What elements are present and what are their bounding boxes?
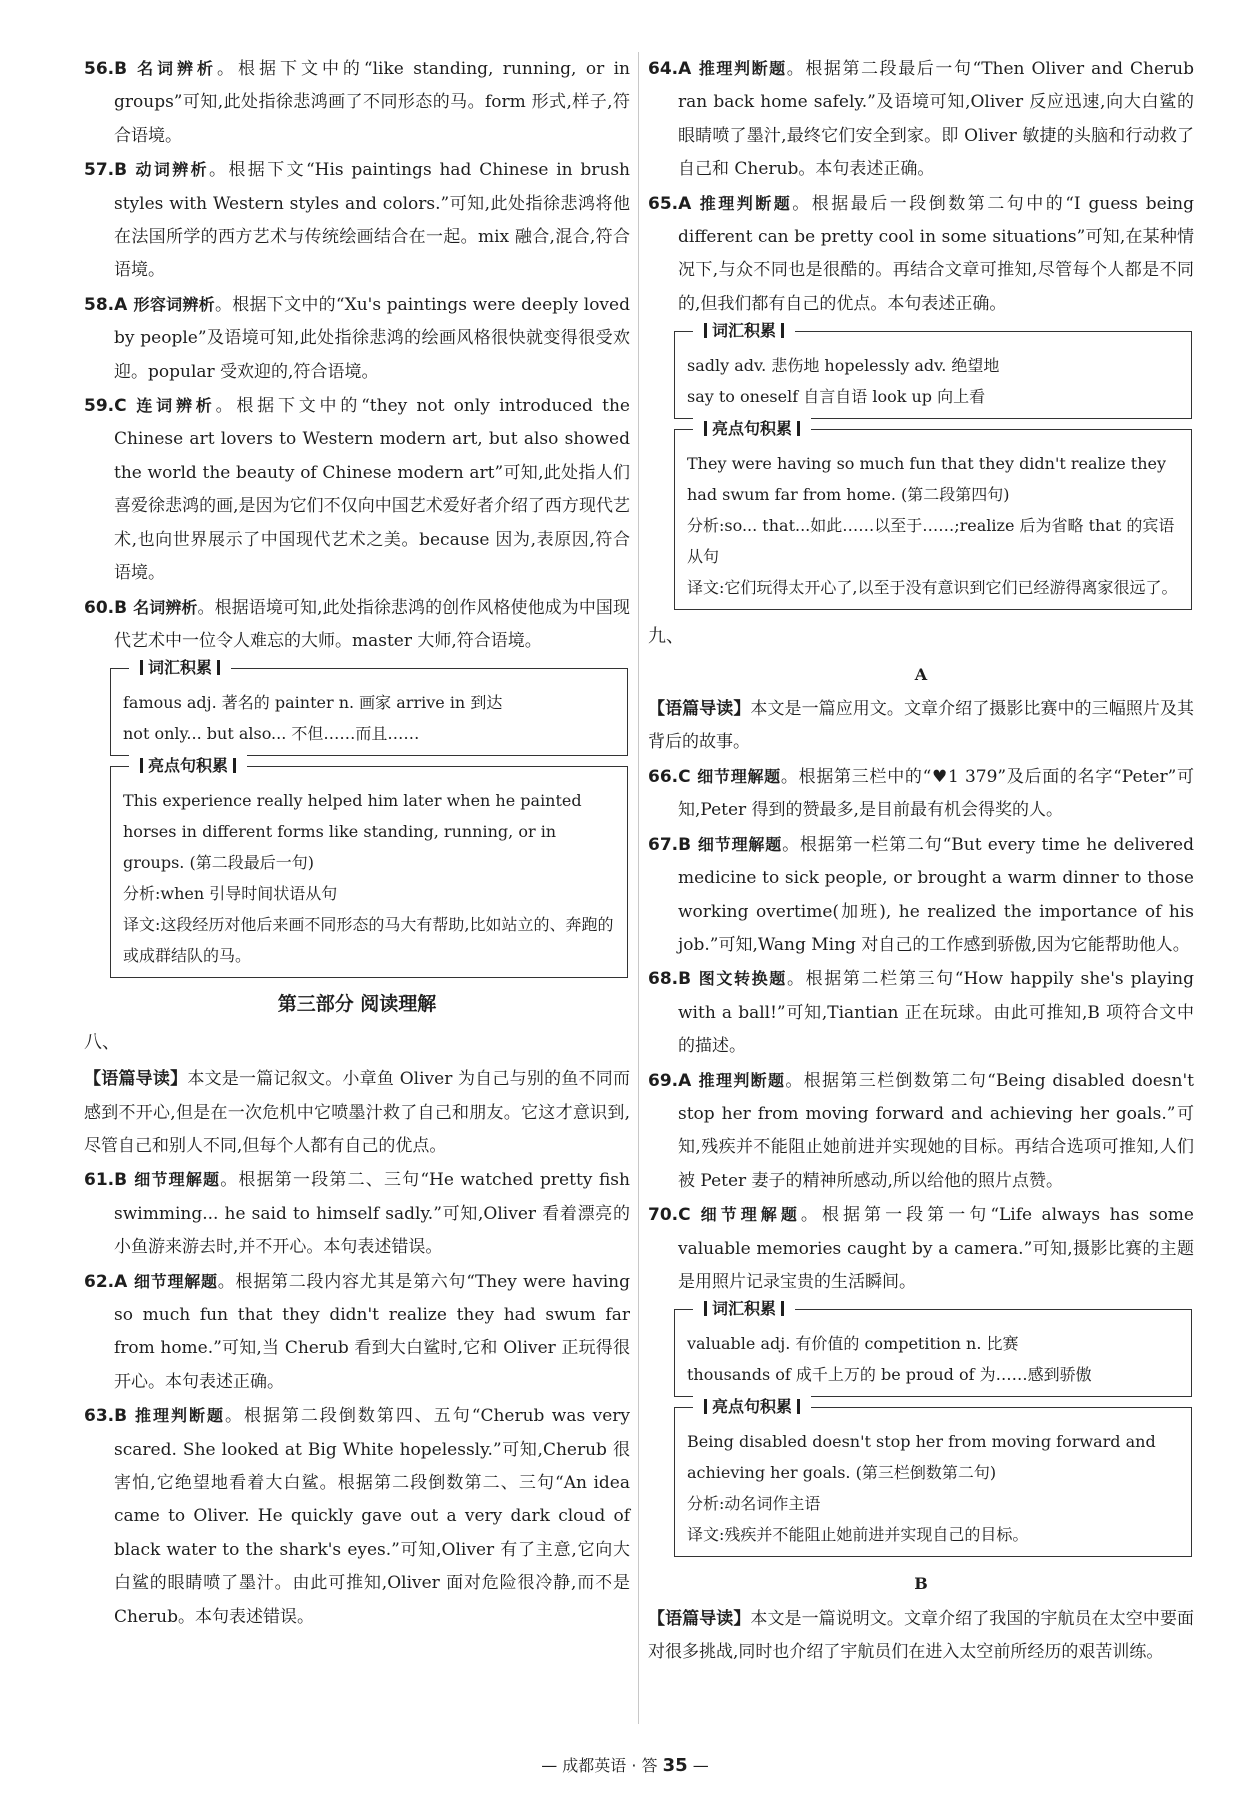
- highlight-sentence-box: [674, 419, 1192, 610]
- highlight-analysis: 分析:so... that...如此……以至于……;realize 后为省略 that 的宾语从句: [687, 516, 1175, 567]
- vocab-line: valuable adj. 有价值的 competition n. 比赛: [687, 1334, 1019, 1354]
- left-column: [84, 52, 630, 1634]
- vocab-line: famous adj. 著名的 painter n. 画家 arrive in 到达: [123, 693, 503, 713]
- part-number: 八、: [84, 1031, 120, 1053]
- answer-68: 68.B 图文转换题。根据第二栏第三句“How happily she's playing with a ball!”可知,Tiantian 正在玩球。由此可推知,B 项符合文中的描述。: [648, 969, 1194, 1057]
- passage-guide: 【语篇导读】本文是一篇说明文。文章介绍了我国的宇航员在太空中要面对很多挑战,同时也介绍了宇航员们在进入太空前所经历的艰苦训练。: [648, 1608, 1195, 1663]
- highlight-sentence: Being disabled doesn't stop her from moving forward and achieving her goals. (第三栏倒数第二句): [687, 1432, 1156, 1483]
- vocab-line: say to oneself 自言自语 look up 向上看: [687, 387, 986, 407]
- answer-64: 64.A 推理判断题。根据第二段最后一句“Then Oliver and Cherub ran back home safely.”及语境可知,Oliver 反应迅速,向大白鲨的眼睛喷了墨汁,最终它们安全到家。即 Oliver 敏捷的头脑和行动救了自己和 Cherub。本句表述正确。: [648, 59, 1194, 180]
- highlight-box-title: 亮点句积累: [693, 416, 811, 442]
- section-title: 第三部分 阅读理解: [277, 993, 437, 1016]
- page-footer: — 成都英语 · 答 35 —: [541, 1755, 709, 1776]
- answer-58: 58.A 形容词辨析。根据下文中的“Xu's paintings were deeply loved by people”及语境可知,此处指徐悲鸿的绘画风格很快就变得很受欢迎。popular 受欢迎的,符合语境。: [84, 294, 630, 382]
- highlight-analysis: 分析:动名词作主语: [687, 1494, 821, 1514]
- highlight-analysis: 分析:when 引导时间状语从句: [123, 884, 338, 904]
- highlight-translation: 译文:残疾并不能阻止她前进并实现自己的目标。: [687, 1525, 1029, 1545]
- vocab-line: sadly adv. 悲伤地 hopelessly adv. 绝望地: [687, 356, 1000, 376]
- column-divider: [638, 52, 639, 1724]
- answer-63: 63.B 推理判断题。根据第二段倒数第四、五句“Cherub was very scared. She looked at Big White hopelessly.”可知,Cherub 很害怕,它绝望地看着大白鲨。根据第二段倒数第二、三句“An idea came to Oliver. He quickly gave out a very dark cloud of black water to the shark's eyes.”可知,Oliver 有了主意,它向大白鲨的眼睛喷了墨汁。由此可推知,Oliver 面对危险很冷静,而不是 Cherub。本句表述错误。: [84, 1406, 630, 1627]
- highlight-translation: 译文:它们玩得太开心了,以至于没有意识到它们已经游得离家很远了。: [687, 578, 1178, 598]
- part-number: 九、: [648, 626, 684, 648]
- right-column: [648, 52, 1194, 1670]
- highlight-sentence: They were having so much fun that they didn't realize they had swum far from home. (第二段第四句): [687, 454, 1166, 505]
- answer-61: 61.B 细节理解题。根据第一段第二、三句“He watched pretty fish swimming... he said to himself sadly.”可知,Oliver 看着漂亮的小鱼游来游去时,并不开心。本句表述错误。: [84, 1170, 630, 1258]
- vocab-box: [674, 321, 1192, 419]
- vocab-box: [674, 1299, 1192, 1397]
- answer-62: 62.A 细节理解题。根据第二段内容尤其是第六句“They were having so much fun that they didn't realize they had swum far from home.”可知,当 Cherub 看到大白鲨时,它和 Oliver 正玩得很开心。本句表述正确。: [84, 1271, 630, 1392]
- answer-67: 67.B 细节理解题。根据第一栏第二句“But every time he delivered medicine to sick people, or brought a warm dinner to those working overtime(加班), he realized the importance of his job.”可知,Wang Ming 对自己的工作感到骄傲,因为它能帮助他人。: [648, 834, 1194, 955]
- answer-56: 56.B 名词辨析。根据下文中的“like standing, running, or in groups”可知,此处指徐悲鸿画了不同形态的马。form 形式,样子,符合语境。: [84, 59, 630, 146]
- vocab-box: [110, 658, 628, 756]
- highlight-sentence: This experience really helped him later when he painted horses in different forms like standing, running, or in groups. (第二段最后一句): [123, 791, 582, 873]
- answer-60: 60.B 名词辨析。根据语境可知,此处指徐悲鸿的创作风格使他成为中国现代艺术中一位令人难忘的大师。master 大师,符合语境。: [84, 597, 630, 651]
- passage-letter: B: [914, 1574, 928, 1594]
- highlight-sentence-box: [110, 756, 628, 978]
- passage-guide: 【语篇导读】本文是一篇记叙文。小章鱼 Oliver 为自己与别的鱼不同而感到不开心,但是在一次危机中它喷墨汁救了自己和朋友。它这才意识到,尽管自己和别人不同,但每个人都有自己的优点。: [84, 1069, 631, 1156]
- highlight-sentence-box: [674, 1397, 1192, 1557]
- highlight-translation: 译文:这段经历对他后来画不同形态的马大有帮助,比如站立的、奔跑的或成群结队的马。: [123, 915, 614, 966]
- answer-69: 69.A 推理判断题。根据第三栏倒数第二句“Being disabled doesn't stop her from moving forward and achieving her goals.”可知,残疾并不能阻止她前进并实现她的目标。再结合选项可推知,人们被 Peter 妻子的精神所感动,所以给他的照片点赞。: [648, 1070, 1194, 1191]
- vocab-box-title: 词汇积累: [693, 1296, 795, 1322]
- vocab-box-title: 词汇积累: [693, 318, 795, 344]
- answer-59: 59.C 连词辨析。根据下文中的“they not only introduced the Chinese art lovers to Western modern art, but also showed the world the beauty of Chinese modern art”可知,此处指人们喜爱徐悲鸿的画,是因为它们不仅向中国艺术爱好者介绍了西方现代艺术,也向世界展示了中国现代艺术之美。because 因为,表原因,符合语境。: [84, 396, 630, 584]
- answer-70: 70.C 细节理解题。根据第一段第一句“Life always has some valuable memories caught by a camera.”可知,摄影比赛的主题是用照片记录宝贵的生活瞬间。: [648, 1205, 1194, 1292]
- highlight-box-title: 亮点句积累: [693, 1394, 811, 1420]
- answer-66: 66.C 细节理解题。根据第三栏中的“♥1 379”及后面的名字“Peter”可知,Peter 得到的赞最多,是目前最有机会得奖的人。: [648, 766, 1194, 821]
- vocab-line: thousands of 成千上万的 be proud of 为……感到骄傲: [687, 1365, 1092, 1385]
- highlight-box-title: 亮点句积累: [129, 753, 247, 779]
- answer-57: 57.B 动词辨析。根据下文“His paintings had Chinese in brush styles with Western styles and colors.”可知,此处指徐悲鸿将他在法国所学的西方艺术与传统绘画结合在一起。mix 融合,混合,符合语境。: [84, 160, 630, 281]
- vocab-line: not only... but also... 不但……而且……: [123, 724, 420, 744]
- passage-guide: 【语篇导读】本文是一篇应用文。文章介绍了摄影比赛中的三幅照片及其背后的故事。: [648, 699, 1195, 753]
- vocab-box-title: 词汇积累: [129, 655, 231, 681]
- answer-65: 65.A 推理判断题。根据最后一段倒数第二句中的“I guess being different can be pretty cool in some situations”可知,在某种情况下,与众不同也是很酷的。再结合文章可推知,尽管每个人都是不同的,但我们都有自己的优点。本句表述正确。: [648, 193, 1194, 314]
- passage-letter: A: [914, 664, 928, 684]
- page-number: 35: [662, 1755, 688, 1776]
